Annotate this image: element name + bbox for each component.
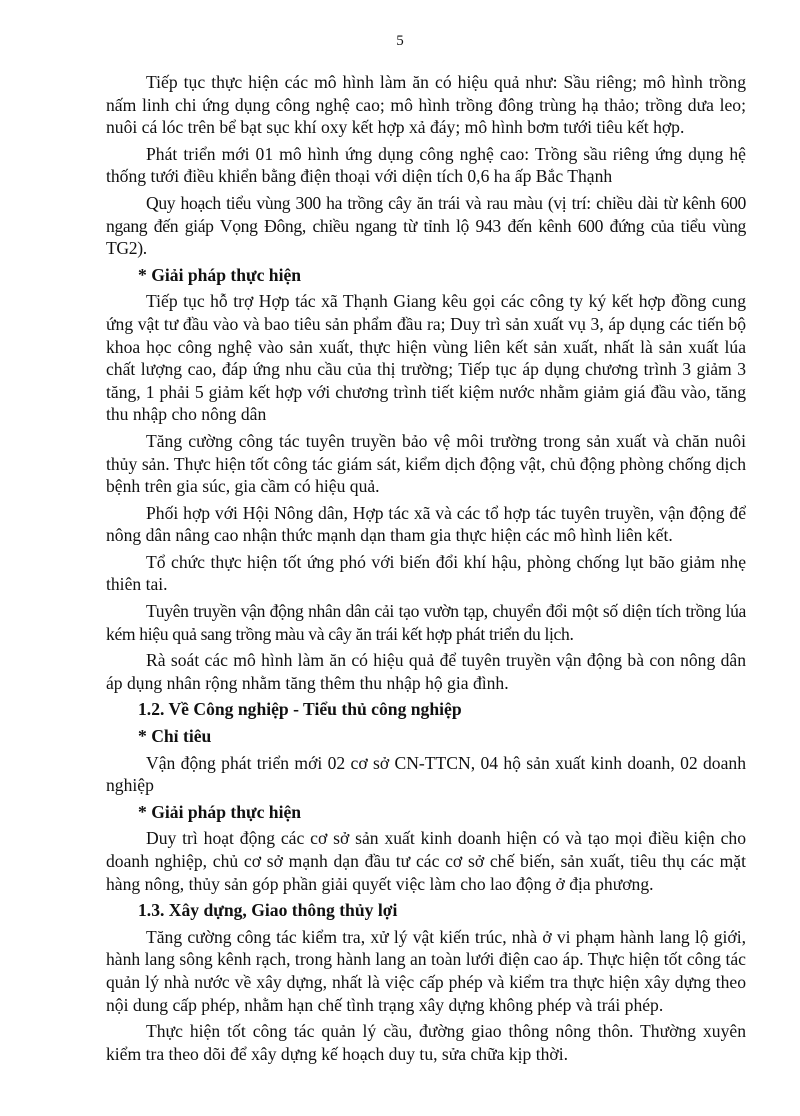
page-number: 5 [396,33,404,49]
paragraph-garden-renovation: Tuyên truyền vận động nhân dân cải tạo vườn tạp, chuyển đổi một số diện tích trồng lúa kém hiệu quả sang trồng màu và cây ăn trái kết hợp phát triển du lịch. [106,601,746,644]
paragraph-road-management: Thực hiện tốt công tác quản lý cầu, đường giao thông nông thôn. Thường xuyên kiểm tra theo dõi để xây dựng kế hoạch duy tu, sửa chữa kịp thời. [106,1021,746,1064]
paragraph-model-review: Rà soát các mô hình làm ăn có hiệu quả để tuyên truyền vận động bà con nông dân áp dụng nhân rộng nhằm tăng thêm thu nhập hộ gia đình. [106,650,746,693]
paragraph-environment: Tăng cường công tác tuyên truyền bảo vệ môi trường trong sản xuất và chăn nuôi thủy sản. Thực hiện tốt công tác giám sát, kiểm dịch động vật, chủ động phòng chống dịch bệnh trên gia súc, gia cầm có hiệu quả. [106,430,746,497]
paragraph-business-support: Duy trì hoạt động các cơ sở sản xuất kinh doanh hiện có và tạo mọi điều kiện cho doanh nghiệp, chủ cơ sở mạnh dạn đầu tư các cơ sở chế biến, sản xuất, tiêu thụ các mặt hàng nông, thủy sản góp phần giải quyết việc làm cho lao động ở địa phương. [106,828,746,894]
heading-construction: 1.3. Xây dựng, Giao thông thủy lợi [138,900,398,921]
paragraph-cooperative-support: Tiếp tục hỗ trợ Hợp tác xã Thạnh Giang kêu gọi các công ty ký kết hợp đồng cung ứng vật tư đầu vào và bao tiêu sản phẩm đầu ra; Duy trì sản xuất vụ 3, áp dụng các tiến bộ khoa học công nghệ vào sản xuất, thực hiện vùng liên kết sản xuất, nhất là sản xuất lúa chất lượng cao, đáp ứng nhu cầu của thị trường; Tiếp tục áp dụng chương trình 3 giảm 3 tăng, 1 phải 5 giảm kết hợp với chương trình tiết kiệm nước nhằm giảm giá đầu vào, tăng thu nhập cho nông dân [106,291,746,425]
paragraph-effective-models: Tiếp tục thực hiện các mô hình làm ăn có hiệu quả như: Sầu riêng; mô hình trồng nấm linh chi ứng dụng công nghệ cao; mô hình trồng đông trùng hạ thảo; trồng dưa leo; nuôi cá lóc trên bể bạt sục khí oxy kết hợp xả đáy; mô hình bơm tưới tiêu kết hợp. [106,72,746,138]
paragraph-climate-change: Tổ chức thực hiện tốt ứng phó với biến đổi khí hậu, phòng chống lụt bão giảm nhẹ thiên tai. [106,551,746,595]
paragraph-industry-targets: Vận động phát triển mới 02 cơ sở CN-TTCN, 04 hộ sản xuất kinh doanh, 02 doanh nghiệp [106,752,746,796]
heading-targets: * Chỉ tiêu [138,726,212,747]
document-body [106,71,746,1069]
paragraph-zoning-plan: Quy hoạch tiểu vùng 300 ha trồng cây ăn trái và rau màu (vị trí: chiều dài từ kênh 600 ngang đến giáp Vọng Đông, chiều ngang từ tỉnh lộ 943 đến kênh 600 đứng của tiểu vùng TG2). [106,192,746,259]
paragraph-construction-inspection: Tăng cường công tác kiểm tra, xử lý vật kiến trúc, nhà ở vi phạm hành lang lộ giới, hành lang sông kênh rạch, trong hành lang an toàn lưới điện cao áp. Thực hiện tốt công tác quản lý nhà nước về xây dựng, nhất là việc cấp phép và kiểm tra thực hiện xây dựng theo nội dung cấp phép, nhằm hạn chế tình trạng xây dựng không phép và trái phép. [106,926,746,1015]
paragraph-new-hightech-model: Phát triển mới 01 mô hình ứng dụng công nghệ cao: Trồng sầu riêng ứng dụng hệ thống tưới điều khiển bằng điện thoại với diện tích 0,6 ha ấp Bắc Thạnh [106,143,746,187]
heading-solutions: * Giải pháp thực hiện [138,264,302,285]
paragraph-farmers-association: Phối hợp với Hội Nông dân, Hợp tác xã và các tổ hợp tác tuyên truyền, vận động để nông dân nâng cao nhận thức mạnh dạn tham gia thực hiện các mô hình liên kết. [106,502,746,546]
heading-industry: 1.2. Về Công nghiệp - Tiểu thủ công nghiệp [138,699,462,720]
heading-industry-solutions: * Giải pháp thực hiện [138,801,302,822]
